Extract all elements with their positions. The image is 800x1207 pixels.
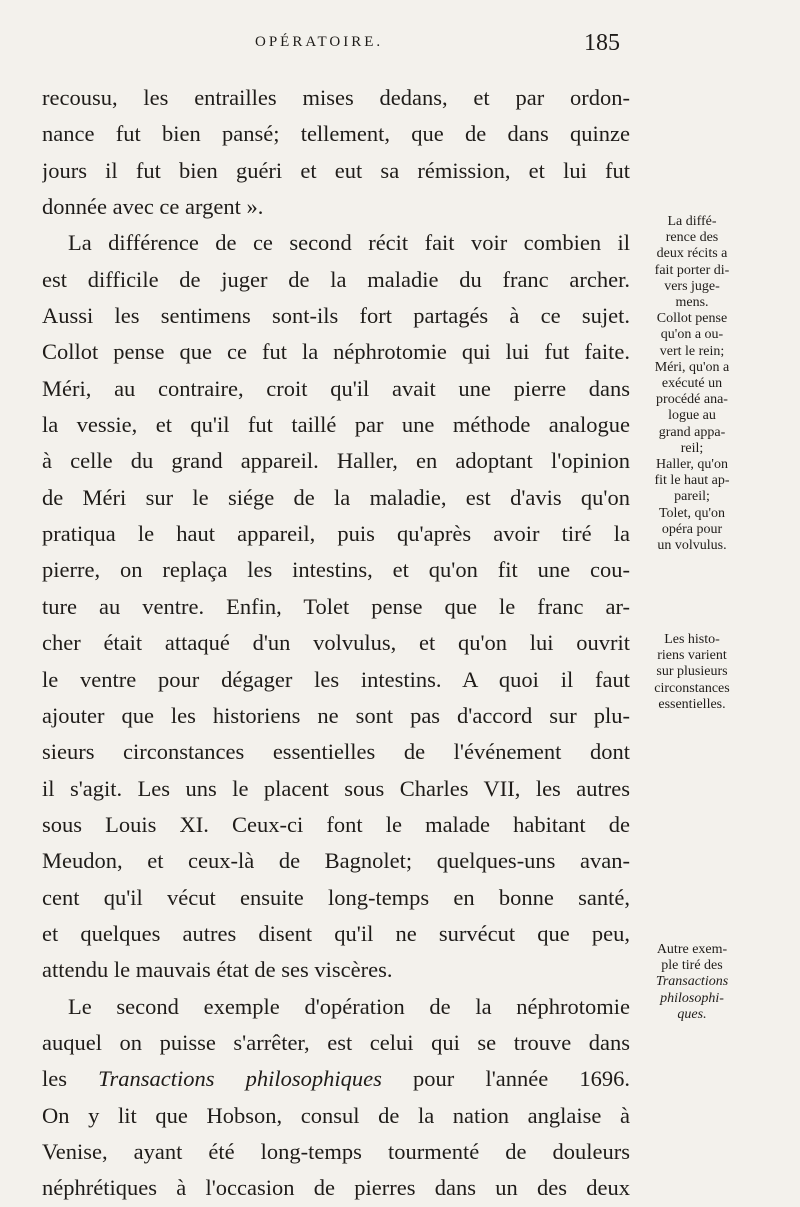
margin-note-line: mens.: [675, 295, 709, 311]
margin-note-line: circonstances: [654, 680, 730, 696]
text-line: néphrétiques à l'occasion de pierres dans un des deux: [42, 1175, 630, 1201]
text-line-with-title: [42, 1061, 630, 1097]
margin-note-line: vers juge-: [664, 278, 720, 294]
margin-note-line: logue au: [668, 408, 716, 424]
text-line: recousu, les entrailles mises dedans, et par ordon-: [42, 85, 630, 110]
text-line: auquel on puisse s'arrêter, est celui qui se trouve dans: [42, 1029, 630, 1055]
text-line: Meudon, et ceux-là de Bagnolet; quelques-uns avan-: [42, 848, 630, 874]
text-line: Collot pense que ce fut la néphrotomie qui lui fut faite.: [42, 339, 630, 365]
margin-note-line: grand appa-: [658, 424, 726, 440]
text-segment: pour l'année 1696.: [413, 1066, 630, 1092]
text-line: à celle du grand appareil. Haller, en adoptant l'opinion: [42, 448, 630, 474]
text-line: le ventre pour dégager les intestins. A quoi il faut: [42, 666, 630, 692]
margin-note-line: rence des: [665, 230, 719, 246]
text-segment: les: [42, 1066, 67, 1092]
margin-note-line: Haller, qu'on: [656, 457, 728, 473]
margin-note-line: procédé ana-: [656, 392, 728, 408]
text-line: Le second exemple d'opération de la néphrotomie: [68, 993, 630, 1019]
publication-title: Transactions philosophiques: [98, 1066, 382, 1092]
page-number: 185: [584, 30, 620, 56]
margin-note-line: essentielles.: [658, 696, 726, 712]
text-line: la vessie, et qu'il fut taillé par une méthode analogue: [42, 412, 630, 438]
margin-note-summary: [636, 214, 748, 554]
text-line: pratiqua le haut appareil, puis qu'après avoir tiré la: [42, 521, 630, 547]
text-line: nance fut bien pansé; tellement, que de dans quinze: [42, 121, 630, 147]
text-line: est difficile de juger de la maladie du franc archer.: [42, 266, 630, 292]
margin-note-line: Transactions: [655, 974, 729, 990]
text-line: de Méri sur le siége de la maladie, est d'avis qu'on: [42, 484, 630, 510]
margin-note-line: Méri, qu'on a: [654, 359, 730, 375]
text-line: Méri, au contraire, croit qu'il avait une pierre dans: [42, 375, 630, 401]
text-line: pierre, on replaça les intestins, et qu'on fit une cou-: [42, 557, 630, 583]
margin-note-line: fit le haut ap-: [654, 473, 730, 489]
margin-note-line: fait porter di-: [654, 262, 730, 278]
margin-note-line: Les histo-: [664, 632, 720, 647]
margin-note-line: un volvulus.: [657, 538, 727, 554]
margin-note-historians: [636, 632, 748, 713]
text-line: sous Louis XI. Ceux-ci font le malade habitant de: [42, 811, 630, 837]
text-line: Aussi les sentimens sont-ils fort partagés à ce sujet.: [42, 303, 630, 329]
margin-note-line: Collot pense: [656, 311, 728, 327]
text-line: On y lit que Hobson, consul de la nation anglaise à: [42, 1102, 630, 1128]
text-line: sieurs circonstances essentielles de l'événement dont: [42, 739, 630, 765]
running-title: OPÉRATOIRE.: [255, 34, 384, 50]
margin-note-line: opéra pour: [661, 521, 723, 537]
margin-note-line: Tolet, qu'on: [658, 505, 726, 521]
margin-note-line: sur plusieurs: [656, 664, 728, 680]
main-text-block: [42, 80, 630, 1207]
text-line: ture au ventre. Enfin, Tolet pense que le franc ar-: [42, 593, 630, 619]
margin-note-line: ple tiré des: [661, 958, 723, 974]
margin-note-line: deux récits a: [656, 246, 728, 262]
margin-note-line: ques.: [677, 1006, 707, 1022]
text-line: attendu le mauvais état de ses viscères.: [42, 957, 393, 983]
margin-note-line: philosophi-: [660, 990, 724, 1006]
margin-note-line: Autre exem-: [656, 942, 728, 957]
text-line: cher était attaqué d'un volvulus, et qu'on lui ouvrit: [42, 630, 630, 656]
text-line: La différence de ce second récit fait voir combien il: [68, 230, 630, 256]
text-line: cent qu'il vécut ensuite long-temps en bonne santé,: [42, 884, 630, 910]
margin-note-line: riens varient: [657, 648, 727, 664]
text-line: et quelques autres disent qu'il ne survécut que peu,: [42, 920, 630, 946]
text-line: ajouter que les historiens ne sont pas d'accord sur plu-: [42, 702, 630, 728]
text-line: jours il fut bien guéri et eut sa rémission, et lui fut: [42, 157, 630, 183]
margin-note-line: qu'on a ou-: [660, 327, 724, 343]
margin-note-line: pareil;: [674, 489, 710, 505]
margin-note-line: exécuté un: [661, 376, 723, 392]
margin-note-line: La diffé-: [667, 214, 717, 229]
text-line: il s'agit. Les uns le placent sous Charles VII, les autres: [42, 775, 630, 801]
margin-note-line: vert le rein;: [659, 343, 725, 359]
margin-note-line: reil;: [680, 440, 704, 456]
margin-note-example: [636, 942, 748, 1023]
text-line: donnée avec ce argent ».: [42, 194, 264, 220]
text-line: Venise, ayant été long-temps tourmenté de douleurs: [42, 1138, 630, 1164]
